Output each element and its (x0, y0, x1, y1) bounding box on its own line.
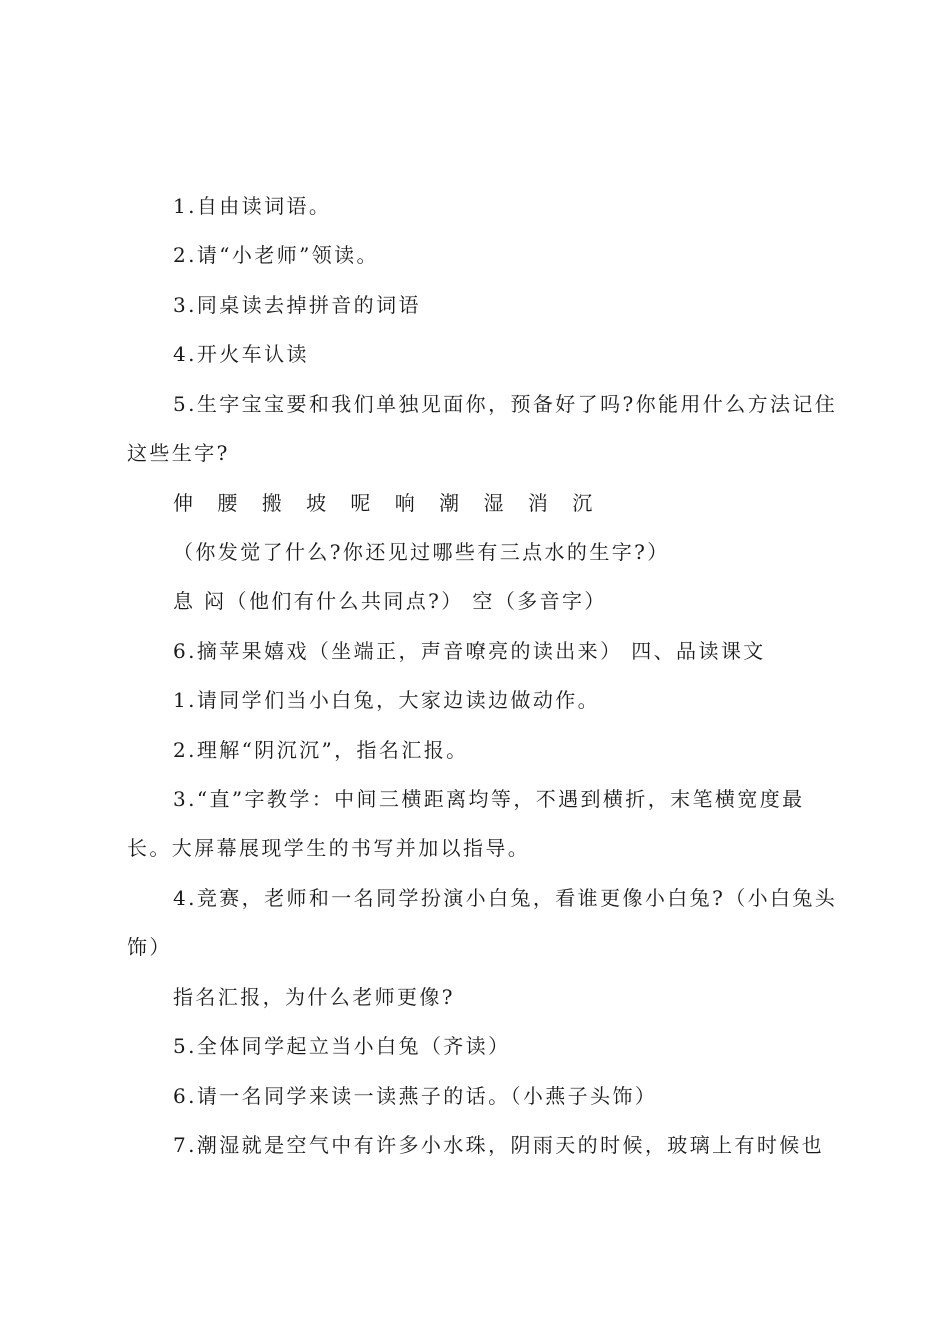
paragraph-character-list: 伸 腰 搬 坡 呢 响 潮 湿 消 沉 (173, 491, 602, 515)
paragraph-step-2-little-teacher: 2.请“小老师”领读。 (173, 243, 379, 267)
paragraph-step-3-deskmate-reading: 3.同桌读去掉拼音的词语 (173, 293, 421, 317)
paragraph-reading-step-2: 2.理解“阴沉沉”，指名汇报。 (173, 738, 469, 762)
paragraph-common-points: 息 闷（他们有什么共同点?） 空（多音字） (173, 589, 607, 613)
paragraph-report-question: 指名汇报，为什么老师更像? (173, 985, 455, 1009)
paragraph-discovery-question: （你发觉了什么?你还见过哪些有三点水的生字?） (173, 540, 670, 564)
paragraph-reading-step-3: 3.“直”字教学：中间三横距离均等，不遇到横折，末笔横宽度最长。大屏幕展现学生的书写并加以指导。 (127, 787, 805, 860)
paragraph-step-5-new-characters: 5.生字宝宝要和我们单独见面你，预备好了吗?你能用什么方法记住这些生字? (127, 392, 838, 465)
paragraph-reading-step-4: 4.竞赛，老师和一名同学扮演小白兔，看谁更像小白兔?（小白兔头饰） (127, 886, 838, 959)
paragraph-reading-step-5: 5.全体同学起立当小白兔（齐读） (173, 1034, 511, 1058)
paragraph-reading-step-6: 6.请一名同学来读一读燕子的话。（小燕子头饰） (173, 1084, 658, 1108)
paragraph-step-1-free-reading: 1.自由读词语。 (173, 194, 332, 218)
paragraph-step-6-apple-game: 6.摘苹果嬉戏（坐端正，声音嘹亮的读出来） 四、品读课文 (173, 639, 766, 663)
paragraph-step-4-train-reading: 4.开火车认读 (173, 342, 309, 366)
paragraph-reading-step-1: 1.请同学们当小白兔，大家边读边做动作。 (173, 688, 601, 712)
paragraph-reading-step-7: 7.潮湿就是空气中有许多小水珠，阴雨天的时候，玻璃上有时候也 (173, 1133, 825, 1157)
